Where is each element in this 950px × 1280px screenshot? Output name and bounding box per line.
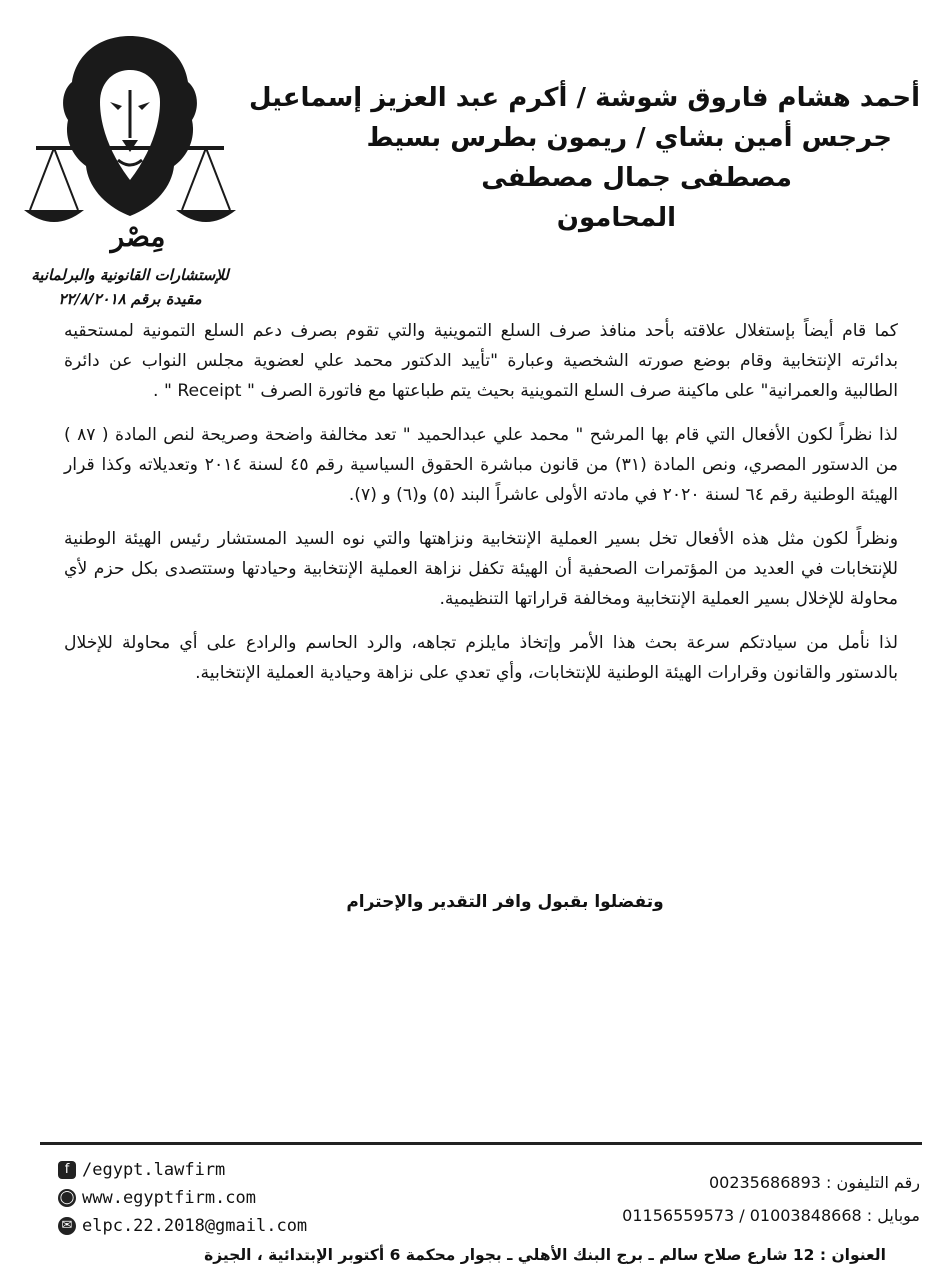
email-icon: ✉ <box>58 1217 76 1235</box>
globe-icon: ◯ <box>59 1190 75 1205</box>
mobile-row <box>500 1199 920 1232</box>
footer-divider <box>40 1142 922 1145</box>
logo-subtitle: للإستشارات القانونية والبرلمانية <box>31 266 229 284</box>
lawyer-names-line-1: أحمد هشام فاروق شوشة / أكرم عبد العزيز إسماعيل <box>248 83 920 113</box>
address-row <box>0 1246 950 1264</box>
mobile-numbers[interactable]: 01156559573 / 01003848668 <box>622 1206 862 1225</box>
phone-number[interactable]: 00235686893 <box>708 1173 821 1192</box>
website-row[interactable] <box>58 1184 378 1212</box>
phone-row <box>500 1166 920 1199</box>
paragraph-2: لذا نظراً لكون الأفعال التي قام بها المرشح " محمد علي عبدالحميد " تعد مخالفة واضحة وصريحة لنص المادة ( ٨٧ ) من الدستور المصري، ونص المادة (٣١) من قانون مباشرة الحقوق السياسية رقم ٤٥ لسنة ٢٠١٤ وتعديلاته وكذا قرار الهيئة الوطنية رقم ٦٤ لسنة ٢٠٢٠ في مادته الأولى عاشراً البند (٥) و(٦) و (٧). <box>64 425 898 505</box>
address-text: 12 شارع صلاح سالم ـ برج البنك الأهلي ـ بجوار محكمة 6 أكتوبر الإبتدائية ، الجيزة <box>204 1246 815 1264</box>
logo-registration: مقيدة برقم ٢٢/٨/٢٠١٨ <box>58 290 202 308</box>
firm-logo <box>14 30 246 308</box>
online-contacts <box>58 1156 378 1240</box>
facebook-handle[interactable]: /egypt.lawfirm <box>82 1160 226 1180</box>
website-link[interactable]: www.egyptfirm.com <box>82 1188 256 1208</box>
logo-word: مِصْر <box>110 220 166 253</box>
mobile-label: موبايل : <box>866 1206 920 1225</box>
lawyers-header <box>248 78 920 238</box>
email-link[interactable]: elpc.22.2018@gmail.com <box>82 1216 308 1236</box>
lawyer-names-line-2: جرجس أمين بشاي / ريمون بطرس بسيط <box>366 123 892 153</box>
closing-line: وتفضلوا بقبول وافر التقدير والإحترام <box>346 892 664 912</box>
paragraph-1: كما قام أيضاً بإستغلال علاقته بأحد منافذ صرف السلع التموينية والتي تقوم بصرف دعم السلع التمونية لمستحقيه بدائرته الإنتخابية وقام بوضع صورته الشخصية وعبارة "تأييد الدكتور محمد علي لعضوية مجلس النواب عن دائرة الطالبية والعمرانية" على ماكينة صرف السلع التموينية بحيث يتم طباعتها مع فاتورة الصرف " Receipt " . <box>64 321 898 401</box>
phone-label: رقم التليفون : <box>826 1173 920 1192</box>
facebook-icon: f <box>58 1161 76 1179</box>
lawyer-names-line-3: مصطفى جمال مصطفى <box>481 163 792 193</box>
lion-scales-icon <box>14 30 246 250</box>
letter-body <box>64 316 898 702</box>
facebook-row[interactable] <box>58 1156 378 1184</box>
header-title: المحامون <box>556 203 676 233</box>
phone-contacts <box>500 1166 920 1232</box>
email-row[interactable] <box>58 1212 378 1240</box>
paragraph-3: ونظراً لكون مثل هذه الأفعال تخل بسير العملية الإنتخابية ونزاهتها والتي نوه السيد المستشار رئيس الهيئة الوطنية للإنتخابات في العديد من المؤتمرات الصحفية أن الهيئة تكفل نزاهة العملية الإنتخابية وحيادتها وستتصدى بكل حزم لأي محاولة للإخلال بسير العملية الإنتخابية ومخالفة قراراتها التنظيمية. <box>64 529 898 609</box>
address-label: العنوان : <box>819 1246 886 1264</box>
paragraph-4: لذا نأمل من سيادتكم سرعة بحث هذا الأمر وإتخاذ مايلزم تجاهه، والرد الحاسم والرادع على أي محاولة للإخلال بالدستور والقانون وقرارات الهيئة الوطنية للإنتخابات، وأي تعدي على نزاهة وحيادية العملية الإنتخابية. <box>64 633 898 683</box>
